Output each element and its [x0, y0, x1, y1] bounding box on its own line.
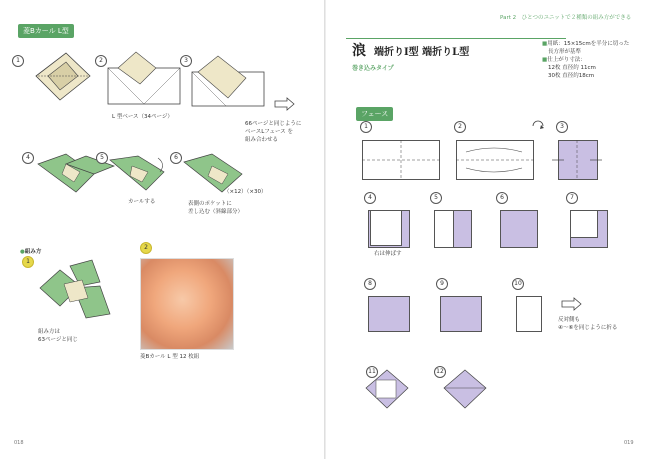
assembly-diagram — [30, 258, 120, 328]
step-5-diagram — [108, 152, 178, 197]
spec-line: 長方形が基準 — [548, 49, 582, 55]
note-step-2: L 型ベース（34ページ） — [112, 114, 173, 120]
step-number-2: 2 — [95, 55, 107, 67]
spec-line: ■仕上がり寸法： — [542, 57, 586, 63]
face-step-7-flap — [570, 210, 598, 238]
step-number-1: 1 — [12, 55, 24, 67]
step-number-4: 4 — [22, 152, 34, 164]
note-step-3: 66ページと同じように ベースLフェース を 組み合わせる — [245, 121, 302, 143]
face-step-8: 8 — [364, 278, 376, 290]
assembly-note: 組み方は 63ページと同じ — [38, 329, 78, 343]
step-3-diagram — [188, 48, 268, 108]
face-step-3: 3 — [556, 121, 568, 133]
assembly-heading-text: 組み方 — [24, 249, 42, 255]
face-step-12-diagram — [440, 366, 490, 412]
face-tag: フェース — [356, 107, 393, 121]
left-page — [0, 0, 324, 459]
finished-model-photo — [140, 258, 234, 350]
note-step-4: 右は伸ばす — [374, 251, 402, 257]
page-title — [352, 40, 469, 60]
page-number-left: 018 — [14, 440, 24, 446]
running-head: Part 2 ひとつのユニットで２種類の組み方ができる — [500, 15, 632, 21]
page-number-right: 019 — [624, 440, 634, 446]
face-step-5: 5 — [430, 192, 442, 204]
step-2-diagram — [104, 48, 184, 108]
face-step-10: 10 — [512, 278, 524, 290]
step-number-5: 5 — [96, 152, 108, 164]
photo-caption: 菱Bカール L 型 12 枚組 — [140, 354, 200, 360]
step-number-3: 3 — [180, 55, 192, 67]
face-step-10-paper — [516, 296, 542, 332]
face-step-1: 1 — [360, 121, 372, 133]
face-step-6-paper — [500, 210, 538, 248]
step-number-6: 6 — [170, 152, 182, 164]
face-step-5-flap — [434, 210, 454, 248]
face-step-8-paper — [368, 296, 410, 332]
face-step-11-diagram — [362, 366, 412, 412]
spec-line: ■用紙：15×15cmを半分に切った — [542, 41, 630, 47]
fold-arrows — [552, 140, 602, 180]
header-rule — [346, 38, 566, 39]
right-page — [326, 0, 650, 459]
spec-line: 12枚 直径約 11cm — [548, 65, 596, 71]
note-step-6: 表側のポケットに 差し込む（斜線部分） — [188, 201, 244, 215]
spec-list — [542, 40, 629, 80]
assembly-heading — [20, 240, 41, 256]
assembly-step-1: 1 — [22, 256, 34, 268]
arrow-right-icon — [275, 98, 295, 110]
repeat-note: （×12）（×30） — [224, 189, 267, 195]
face-step-7: 7 — [566, 192, 578, 204]
face-step-2: 2 — [454, 121, 466, 133]
page-subhead: 巻き込みタイプ — [352, 65, 394, 72]
step-1-diagram — [28, 48, 98, 108]
fold-arrows — [456, 140, 534, 180]
face-step-6: 6 — [496, 192, 508, 204]
face-step-4-flap — [370, 210, 402, 246]
face-step-9-paper — [440, 296, 482, 332]
arrow-right-icon — [562, 298, 582, 310]
spec-line: 30枚 直径約18cm — [548, 73, 595, 79]
note-step-10: 反対側も ④～⑥を同じように折る — [558, 317, 618, 331]
note-step-5: カールする — [128, 199, 156, 205]
face-step-9: 9 — [436, 278, 448, 290]
face-step-11: 11 — [366, 366, 378, 378]
face-step-4: 4 — [364, 192, 376, 204]
section-tag: 菱Bカール L型 — [18, 24, 74, 38]
page-title-text: 浪 — [352, 43, 366, 59]
turn-over-icon — [531, 120, 545, 132]
face-step-12: 12 — [434, 366, 446, 378]
bullet-dot-icon: ● — [20, 249, 25, 255]
fold-lines — [362, 140, 440, 180]
page-subtitle: 端折りI型 端折りL型 — [374, 47, 470, 58]
assembly-step-2: 2 — [140, 242, 152, 254]
